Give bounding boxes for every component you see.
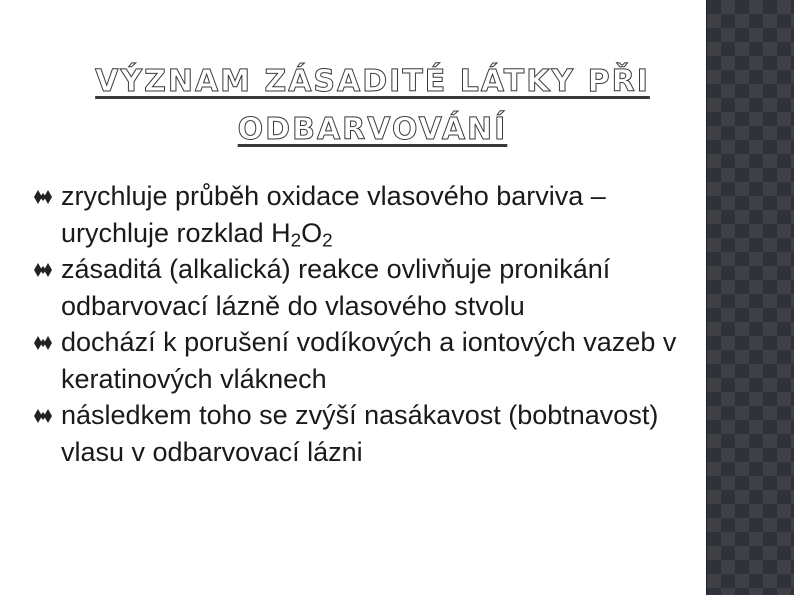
bullet-text: zásaditá (alkalická) reakce ovlivňuje pronikání odbarvovací lázně do vlasového stvolu: [61, 254, 611, 321]
bullet-text: dochází k porušení vodíkových a iontových vazeb v keratinových vláknech: [61, 327, 677, 394]
bullet-text: následkem toho se zvýší nasákavost (bobtnavost) vlasu v odbarvovací lázni: [61, 400, 659, 467]
diamond-bullet-icon: [34, 190, 56, 204]
bullet-text: zrychluje průběh oxidace vlasového barviva – urychluje rozklad H: [61, 181, 606, 248]
diamond-bullet-icon: [34, 263, 56, 277]
subscript: 2: [322, 230, 333, 252]
diamond-bullet-icon: [34, 336, 56, 350]
decorative-side-panel: [706, 0, 794, 595]
bullet-item: [34, 251, 694, 324]
subscript: 2: [290, 230, 302, 252]
bullet-item: [34, 178, 694, 251]
bullet-list: [34, 178, 694, 470]
bullet-item: [34, 324, 694, 397]
diamond-bullet-icon: [34, 409, 56, 423]
slide-title: VÝZNAM ZÁSADITÉ LÁTKY PŘI ODBARVOVÁNÍ: [95, 64, 650, 147]
bullet-item: [34, 397, 694, 470]
bullet-text-mid: O: [301, 217, 323, 248]
